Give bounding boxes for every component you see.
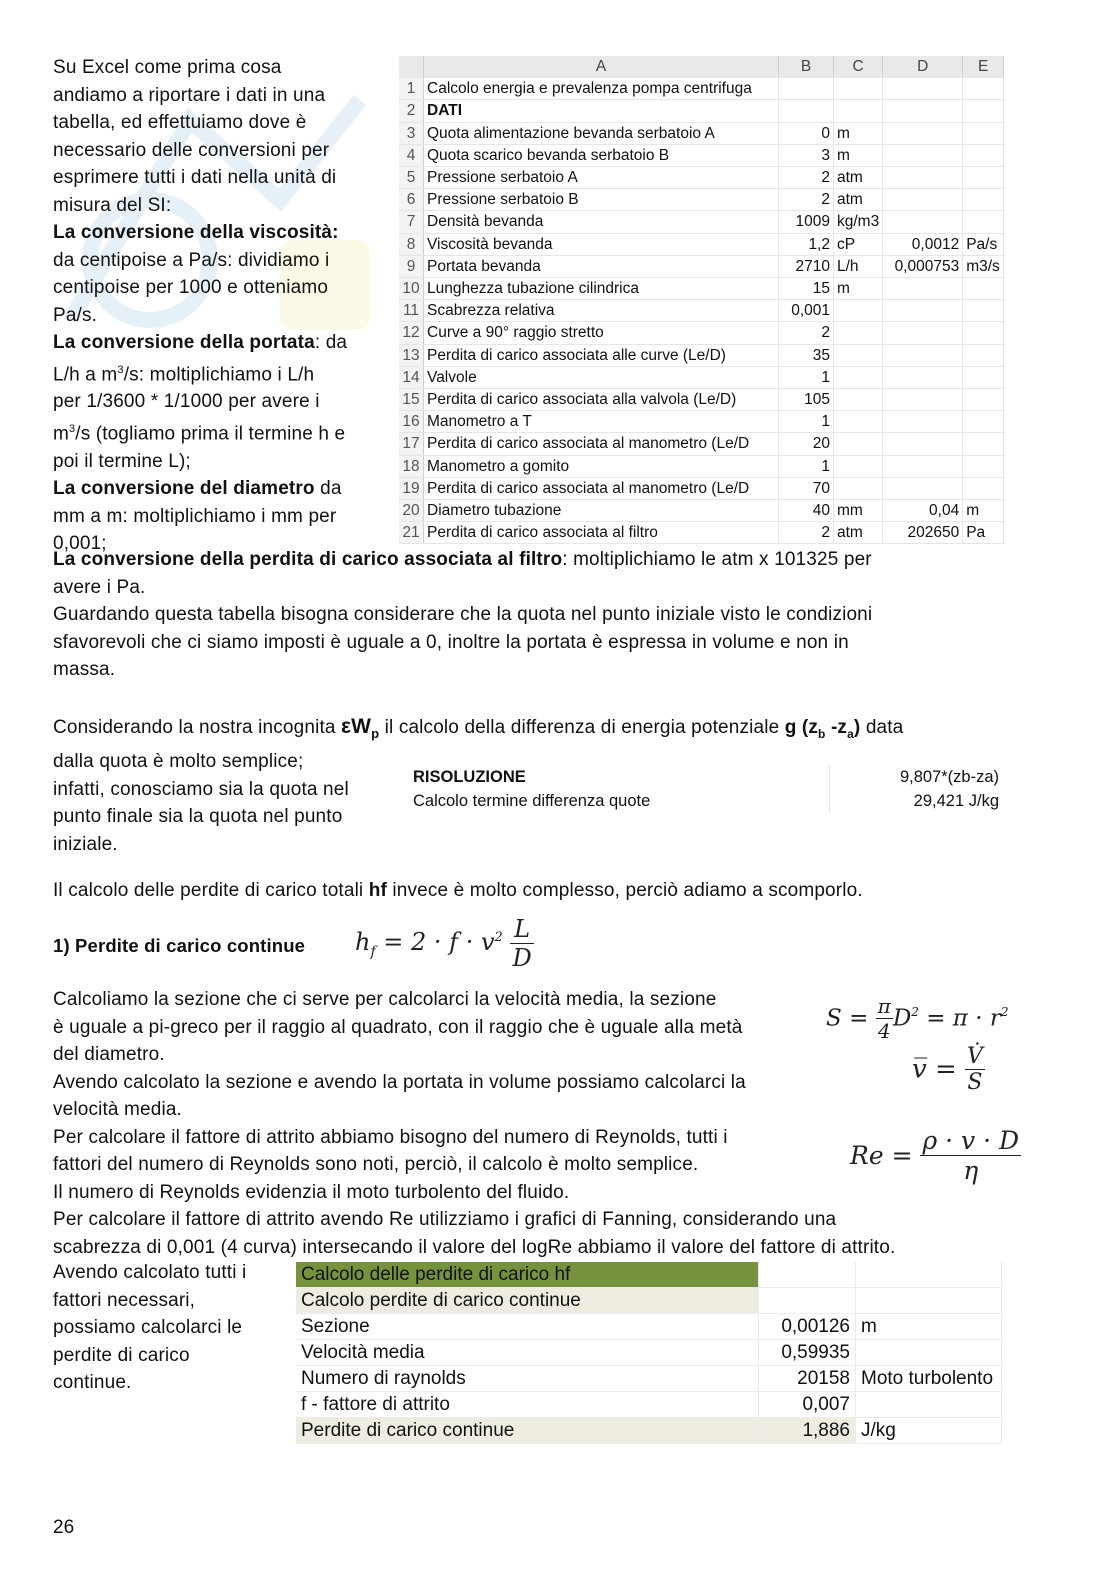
cell-b: 35 <box>779 344 834 366</box>
cell-c <box>834 322 883 344</box>
risoluzione-formula: 9,807*(zb-za) <box>899 768 999 786</box>
risoluzione-value: 29,421 J/kg <box>913 792 999 810</box>
cell-b: 3 <box>779 144 834 166</box>
cell-b: 2 <box>779 322 834 344</box>
cell-a: Curve a 90° raggio stretto <box>424 322 779 344</box>
cell-e <box>963 78 1004 100</box>
excel-row <box>399 366 1004 388</box>
row-number: 6 <box>399 189 424 211</box>
cell-d: 0,0012 <box>883 233 963 255</box>
row-number: 12 <box>399 322 424 344</box>
cell-a: Quota scarico bevanda serbatoio B <box>424 144 779 166</box>
page-number: 26 <box>53 1517 75 1538</box>
cell-b: 1009 <box>779 211 834 233</box>
reynolds-formula: Re = $\frac{\rho \cdot v \cdot D}{\eta}$ <box>850 1126 1020 1185</box>
cell-a: Scabrezza relativa <box>424 300 779 322</box>
hf-formula: $h_f = 2 \cdot f \cdot v^2$ $\frac{L}{D}$ <box>355 915 532 972</box>
cell-d <box>883 322 963 344</box>
excel-row <box>399 344 1004 366</box>
row-number: 19 <box>399 477 424 499</box>
cell-c <box>834 389 883 411</box>
cell-c: mm <box>834 500 883 522</box>
cell-a: Perdita di carico associata al filtro <box>424 522 779 544</box>
perdite-unit <box>856 1392 1002 1418</box>
perdite-unit: Moto turbolento <box>856 1366 1002 1392</box>
cell-b: 2 <box>779 167 834 189</box>
row-number: 8 <box>399 233 424 255</box>
cell-b: 20 <box>779 433 834 455</box>
cell-e: m3/s <box>963 255 1004 277</box>
cell-e: Pa <box>963 522 1004 544</box>
cell-a: Perdita di carico associata al manometro (Le/D <box>424 433 779 455</box>
cell-d <box>883 411 963 433</box>
cell-d <box>883 300 963 322</box>
perdite-row <box>296 1340 1002 1366</box>
risoluzione-label: Calcolo termine differenza quote <box>407 789 830 813</box>
velocity-formula: v̅ = $\frac{V̇}{S}$ <box>912 1044 983 1095</box>
cell-b: 2 <box>779 522 834 544</box>
perdite-unit <box>856 1340 1002 1366</box>
perdite-row <box>296 1392 1002 1418</box>
excel-row <box>399 500 1004 522</box>
perdite-label: Numero di raynolds <box>296 1366 759 1392</box>
cell-d <box>883 100 963 122</box>
row-number: 20 <box>399 500 424 522</box>
excel-row <box>399 455 1004 477</box>
cell-c: m <box>834 278 883 300</box>
row-number: 13 <box>399 344 424 366</box>
cell-b: 0,001 <box>779 300 834 322</box>
section-formula: S = $\frac{\pi}{4}$ $D^2 = \pi \cdot r^2$ <box>826 994 1009 1043</box>
cell-a: Manometro a T <box>424 411 779 433</box>
excel-row <box>399 233 1004 255</box>
cell-a: DATI <box>424 100 779 122</box>
perdite-label: Sezione <box>296 1314 759 1340</box>
excel-header-row: A B C D E <box>399 56 1004 78</box>
row-number: 5 <box>399 167 424 189</box>
energy-text: Considerando la nostra incognita $\varepsilon W_p$ il calcolo della differenza di energia potenziale g ($z_b$ $-z_a$) data dalla quota è molto semplice; infatti, conosciamo sia la quota nel punto finale sia la quota nel punto iniziale. <box>53 715 904 855</box>
cell-c <box>834 366 883 388</box>
cell-e: m <box>963 500 1004 522</box>
row-number: 3 <box>399 122 424 144</box>
perdite-row <box>296 1418 1002 1444</box>
cell-b <box>779 78 834 100</box>
cell-b: 40 <box>779 500 834 522</box>
cell-e <box>963 167 1004 189</box>
cell-e <box>963 278 1004 300</box>
cell-a: Perdita di carico associata alle curve (Le/D) <box>424 344 779 366</box>
row-number: 14 <box>399 366 424 388</box>
perdite-subtitle-row: Calcolo perdite di carico continue <box>296 1288 1002 1314</box>
excel-row <box>399 389 1004 411</box>
method-text: Calcoliamo la sezione che ci serve per calcolarci la velocità media, la sezione è uguale a pi-greco per il raggio al quadrato, con il raggio che è uguale alla metà del diametro. Avendo calcolato la sezione e avendo la portata in volume possiamo calcolarci la velocità media. Per calcolare il fattore di attrito abbiamo bisogno del numero di Reynolds, tutti i fattori del numero di Reynolds sono noti, perciò, il calcolo è molto semplice. Il numero di Reynolds evidenzia il moto turbolento del fluido. Per calcolare il fattore di attrito avendo Re utilizziamo i grafici di Fanning, considerando una scabrezza di 0,001 (4 curva) intersecando il valore del logRe abbiamo il valore del fattore di attrito. <box>53 989 896 1258</box>
cell-d <box>883 167 963 189</box>
excel-row <box>399 433 1004 455</box>
cell-e <box>963 189 1004 211</box>
intro-text: Su Excel come prima cosa andiamo a riportare i dati in una tabella, ed effettuiamo dove è necessario delle conversioni per esprimere tutti i dati nella unità di misura del SI: La conversione della viscosità: da centipoise a Pa/s: dividiamo i centipoise per 1000 e otteniamo Pa/s. La conversione della portata: da L/h a $m^3/s$: moltiplichiamo i L/h per 1/3600 * 1/1000 per avere i $m^3/s$ (togliamo prima il termine h e poi il termine L); La conversione del diametro da mm a m: moltiplichiamo i mm per 0,001; <box>53 57 348 555</box>
cell-a: Diametro tubazione <box>424 500 779 522</box>
row-number: 17 <box>399 433 424 455</box>
cell-b: 1 <box>779 455 834 477</box>
row-number: 9 <box>399 255 424 277</box>
cell-d <box>883 455 963 477</box>
cell-c: atm <box>834 522 883 544</box>
cell-d: 0,000753 <box>883 255 963 277</box>
cell-a: Pressione serbatoio B <box>424 189 779 211</box>
cell-c <box>834 433 883 455</box>
excel-row <box>399 522 1004 544</box>
cell-d <box>883 189 963 211</box>
cell-b: 0 <box>779 122 834 144</box>
excel-row <box>399 167 1004 189</box>
perdite-unit: J/kg <box>856 1418 1002 1444</box>
perdite-value: 1,886 <box>759 1418 856 1444</box>
cell-c <box>834 344 883 366</box>
perdite-value: 0,007 <box>759 1392 856 1418</box>
cell-c <box>834 455 883 477</box>
excel-row <box>399 322 1004 344</box>
row-number: 2 <box>399 100 424 122</box>
cell-e <box>963 144 1004 166</box>
cell-b: 1 <box>779 411 834 433</box>
cell-e <box>963 389 1004 411</box>
cell-d <box>883 211 963 233</box>
hf-text: Il calcolo delle perdite di carico totali hf invece è molto complesso, perciò adiamo a scomporlo. <box>53 880 863 901</box>
cell-c: atm <box>834 167 883 189</box>
row-number: 10 <box>399 278 424 300</box>
cell-d: 202650 <box>883 522 963 544</box>
perdite-row <box>296 1314 1002 1340</box>
conclusion-text: Avendo calcolato tutti i fattori necessari, possiamo calcolarci le perdite di carico continue. <box>53 1262 247 1393</box>
cell-d: 0,04 <box>883 500 963 522</box>
cell-d <box>883 366 963 388</box>
row-number: 7 <box>399 211 424 233</box>
cell-e <box>963 322 1004 344</box>
filter-text: La conversione della perdita di carico associata al filtro: moltiplichiamo le atm x 101325 per avere i Pa. Guardando questa tabella bisogna considerare che la quota nel punto iniziale visto le condizioni sfavorevoli che ci siamo imposti è uguale a 0, inoltre la portata è espressa in volume e non in massa. <box>53 549 873 680</box>
cell-e <box>963 477 1004 499</box>
cell-e <box>963 344 1004 366</box>
cell-e <box>963 211 1004 233</box>
excel-row <box>399 122 1004 144</box>
cell-b: 15 <box>779 278 834 300</box>
cell-a: Portata bevanda <box>424 255 779 277</box>
cell-d <box>883 344 963 366</box>
cell-a: Pressione serbatoio A <box>424 167 779 189</box>
row-number: 16 <box>399 411 424 433</box>
excel-row <box>399 411 1004 433</box>
excel-data-table <box>399 56 1004 544</box>
cell-e <box>963 411 1004 433</box>
cell-e <box>963 122 1004 144</box>
cell-b: 1 <box>779 366 834 388</box>
excel-row <box>399 278 1004 300</box>
excel-row <box>399 300 1004 322</box>
cell-c <box>834 300 883 322</box>
perdite-unit: m <box>856 1314 1002 1340</box>
cell-c: m <box>834 144 883 166</box>
excel-row <box>399 144 1004 166</box>
perdite-value: 0,00126 <box>759 1314 856 1340</box>
row-number: 15 <box>399 389 424 411</box>
cell-b <box>779 100 834 122</box>
excel-row <box>399 211 1004 233</box>
row-number: 21 <box>399 522 424 544</box>
perdite-label: Velocità media <box>296 1340 759 1366</box>
cell-c: L/h <box>834 255 883 277</box>
perdite-table <box>296 1262 1002 1444</box>
cell-e: Pa/s <box>963 233 1004 255</box>
cell-d <box>883 278 963 300</box>
excel-row <box>399 100 1004 122</box>
row-number: 4 <box>399 144 424 166</box>
cell-d <box>883 389 963 411</box>
cell-b: 70 <box>779 477 834 499</box>
cell-e <box>963 455 1004 477</box>
cell-e <box>963 366 1004 388</box>
excel-row <box>399 78 1004 100</box>
cell-e <box>963 300 1004 322</box>
row-number: 18 <box>399 455 424 477</box>
cell-a: Manometro a gomito <box>424 455 779 477</box>
excel-row <box>399 189 1004 211</box>
cell-a: Perdita di carico associata alla valvola (Le/D) <box>424 389 779 411</box>
cell-e <box>963 433 1004 455</box>
risoluzione-title: RISOLUZIONE <box>407 765 830 789</box>
perdite-row <box>296 1366 1002 1392</box>
cell-b: 1,2 <box>779 233 834 255</box>
cell-a: Viscosità bevanda <box>424 233 779 255</box>
cell-d <box>883 433 963 455</box>
excel-row <box>399 477 1004 499</box>
cell-a: Perdita di carico associata al manometro (Le/D <box>424 477 779 499</box>
perdite-title-row: Calcolo delle perdite di carico hf <box>296 1262 1002 1288</box>
risoluzione-table <box>407 765 1005 813</box>
cell-d <box>883 122 963 144</box>
perdite-value: 20158 <box>759 1366 856 1392</box>
cell-c: kg/m3 <box>834 211 883 233</box>
cell-b: 105 <box>779 389 834 411</box>
row-number: 11 <box>399 300 424 322</box>
row-number: 1 <box>399 78 424 100</box>
cell-b: 2710 <box>779 255 834 277</box>
cell-a: Calcolo energia e prevalenza pompa centrifuga <box>424 78 779 100</box>
excel-row <box>399 255 1004 277</box>
cell-d <box>883 144 963 166</box>
cell-d <box>883 78 963 100</box>
cell-a: Quota alimentazione bevanda serbatoio A <box>424 122 779 144</box>
cell-c <box>834 411 883 433</box>
perdite-label: Perdite di carico continue <box>296 1418 759 1444</box>
cell-c: m <box>834 122 883 144</box>
cell-a: Valvole <box>424 366 779 388</box>
perdite-value: 0,59935 <box>759 1340 856 1366</box>
cell-c <box>834 477 883 499</box>
cell-a: Densità bevanda <box>424 211 779 233</box>
cell-c: cP <box>834 233 883 255</box>
cell-a: Lunghezza tubazione cilindrica <box>424 278 779 300</box>
perdite-label: f - fattore di attrito <box>296 1392 759 1418</box>
section-heading: 1) Perdite di carico continue <box>53 935 306 956</box>
cell-c <box>834 100 883 122</box>
cell-e <box>963 100 1004 122</box>
cell-b: 2 <box>779 189 834 211</box>
cell-d <box>883 477 963 499</box>
cell-c <box>834 78 883 100</box>
cell-c: atm <box>834 189 883 211</box>
